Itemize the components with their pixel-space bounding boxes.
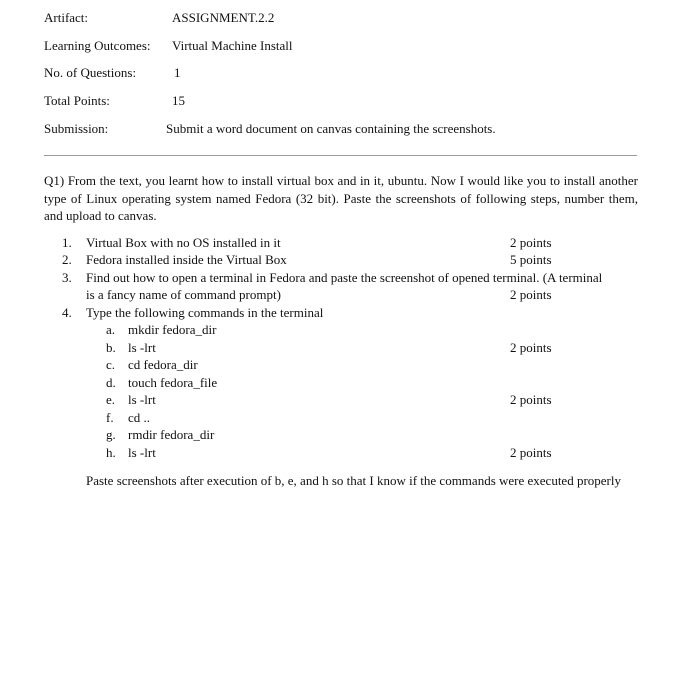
subitem-b-points: 2 points [510,340,552,355]
questions-value: 1 [174,65,181,80]
subitem-a-command: mkdir fedora_dir [128,322,217,337]
subitem-b-command: ls -lrt [128,340,156,355]
submission-label: Submission: [44,121,109,136]
item-3-points: 2 points [510,287,552,302]
item-1-number: 1. [62,235,72,250]
closing-instruction: Paste screenshots after execution of b, e, and h so that I know if the commands were executed properly [86,473,621,488]
learning-outcomes-label: Learning Outcomes: [44,38,151,53]
subitem-h-command: ls -lrt [128,445,156,460]
artifact-label: Artifact: [44,10,89,25]
subitem-e-letter: e. [106,392,116,407]
item-2-text: Fedora installed inside the Virtual Box [86,252,287,267]
artifact-value: ASSIGNMENT.2.2 [172,10,275,25]
item-1-text: Virtual Box with no OS installed in it [86,235,281,250]
subitem-e-points: 2 points [510,392,552,407]
subitem-c-letter: c. [106,357,116,372]
total-points-label: Total Points: [44,93,110,108]
question-intro: Q1) From the text, you learnt how to install virtual box and in it, ubuntu. Now I would like you to install another type of Linux operating system named Fedora (32 bit). Paste the screenshots of following steps, number them, and upload to canvas. [44,173,638,223]
item-4-text: Type the following commands in the terminal [86,305,324,320]
subitem-h-points: 2 points [510,445,552,460]
submission-value: Submit a word document on canvas containing the screenshots. [166,121,496,136]
subitem-b-letter: b. [106,340,116,355]
subitem-d-letter: d. [106,375,116,390]
subitem-f-command: cd .. [128,410,151,425]
subitem-g-command: rmdir fedora_dir [128,427,215,442]
item-4-number: 4. [62,305,72,320]
subitem-a-letter: a. [106,322,116,337]
item-3-text-line2: is a fancy name of command prompt) [86,287,281,302]
item-2-number: 2. [62,252,72,267]
subitem-d-command: touch fedora_file [128,375,218,390]
subitem-c-command: cd fedora_dir [128,357,198,372]
subitem-g-letter: g. [106,427,116,442]
item-3-text-line1: Find out how to open a terminal in Fedora and paste the screenshot of opened terminal. (A terminal [86,270,603,285]
questions-label: No. of Questions: [44,65,137,80]
item-3-number: 3. [62,270,72,285]
learning-outcomes-value: Virtual Machine Install [172,38,293,53]
total-points-value: 15 [172,93,185,108]
item-1-points: 2 points [510,235,552,250]
subitem-f-letter: f. [106,410,114,425]
section-divider [44,155,637,156]
item-2-points: 5 points [510,252,552,267]
subitem-h-letter: h. [106,445,116,460]
subitem-e-command: ls -lrt [128,392,156,407]
